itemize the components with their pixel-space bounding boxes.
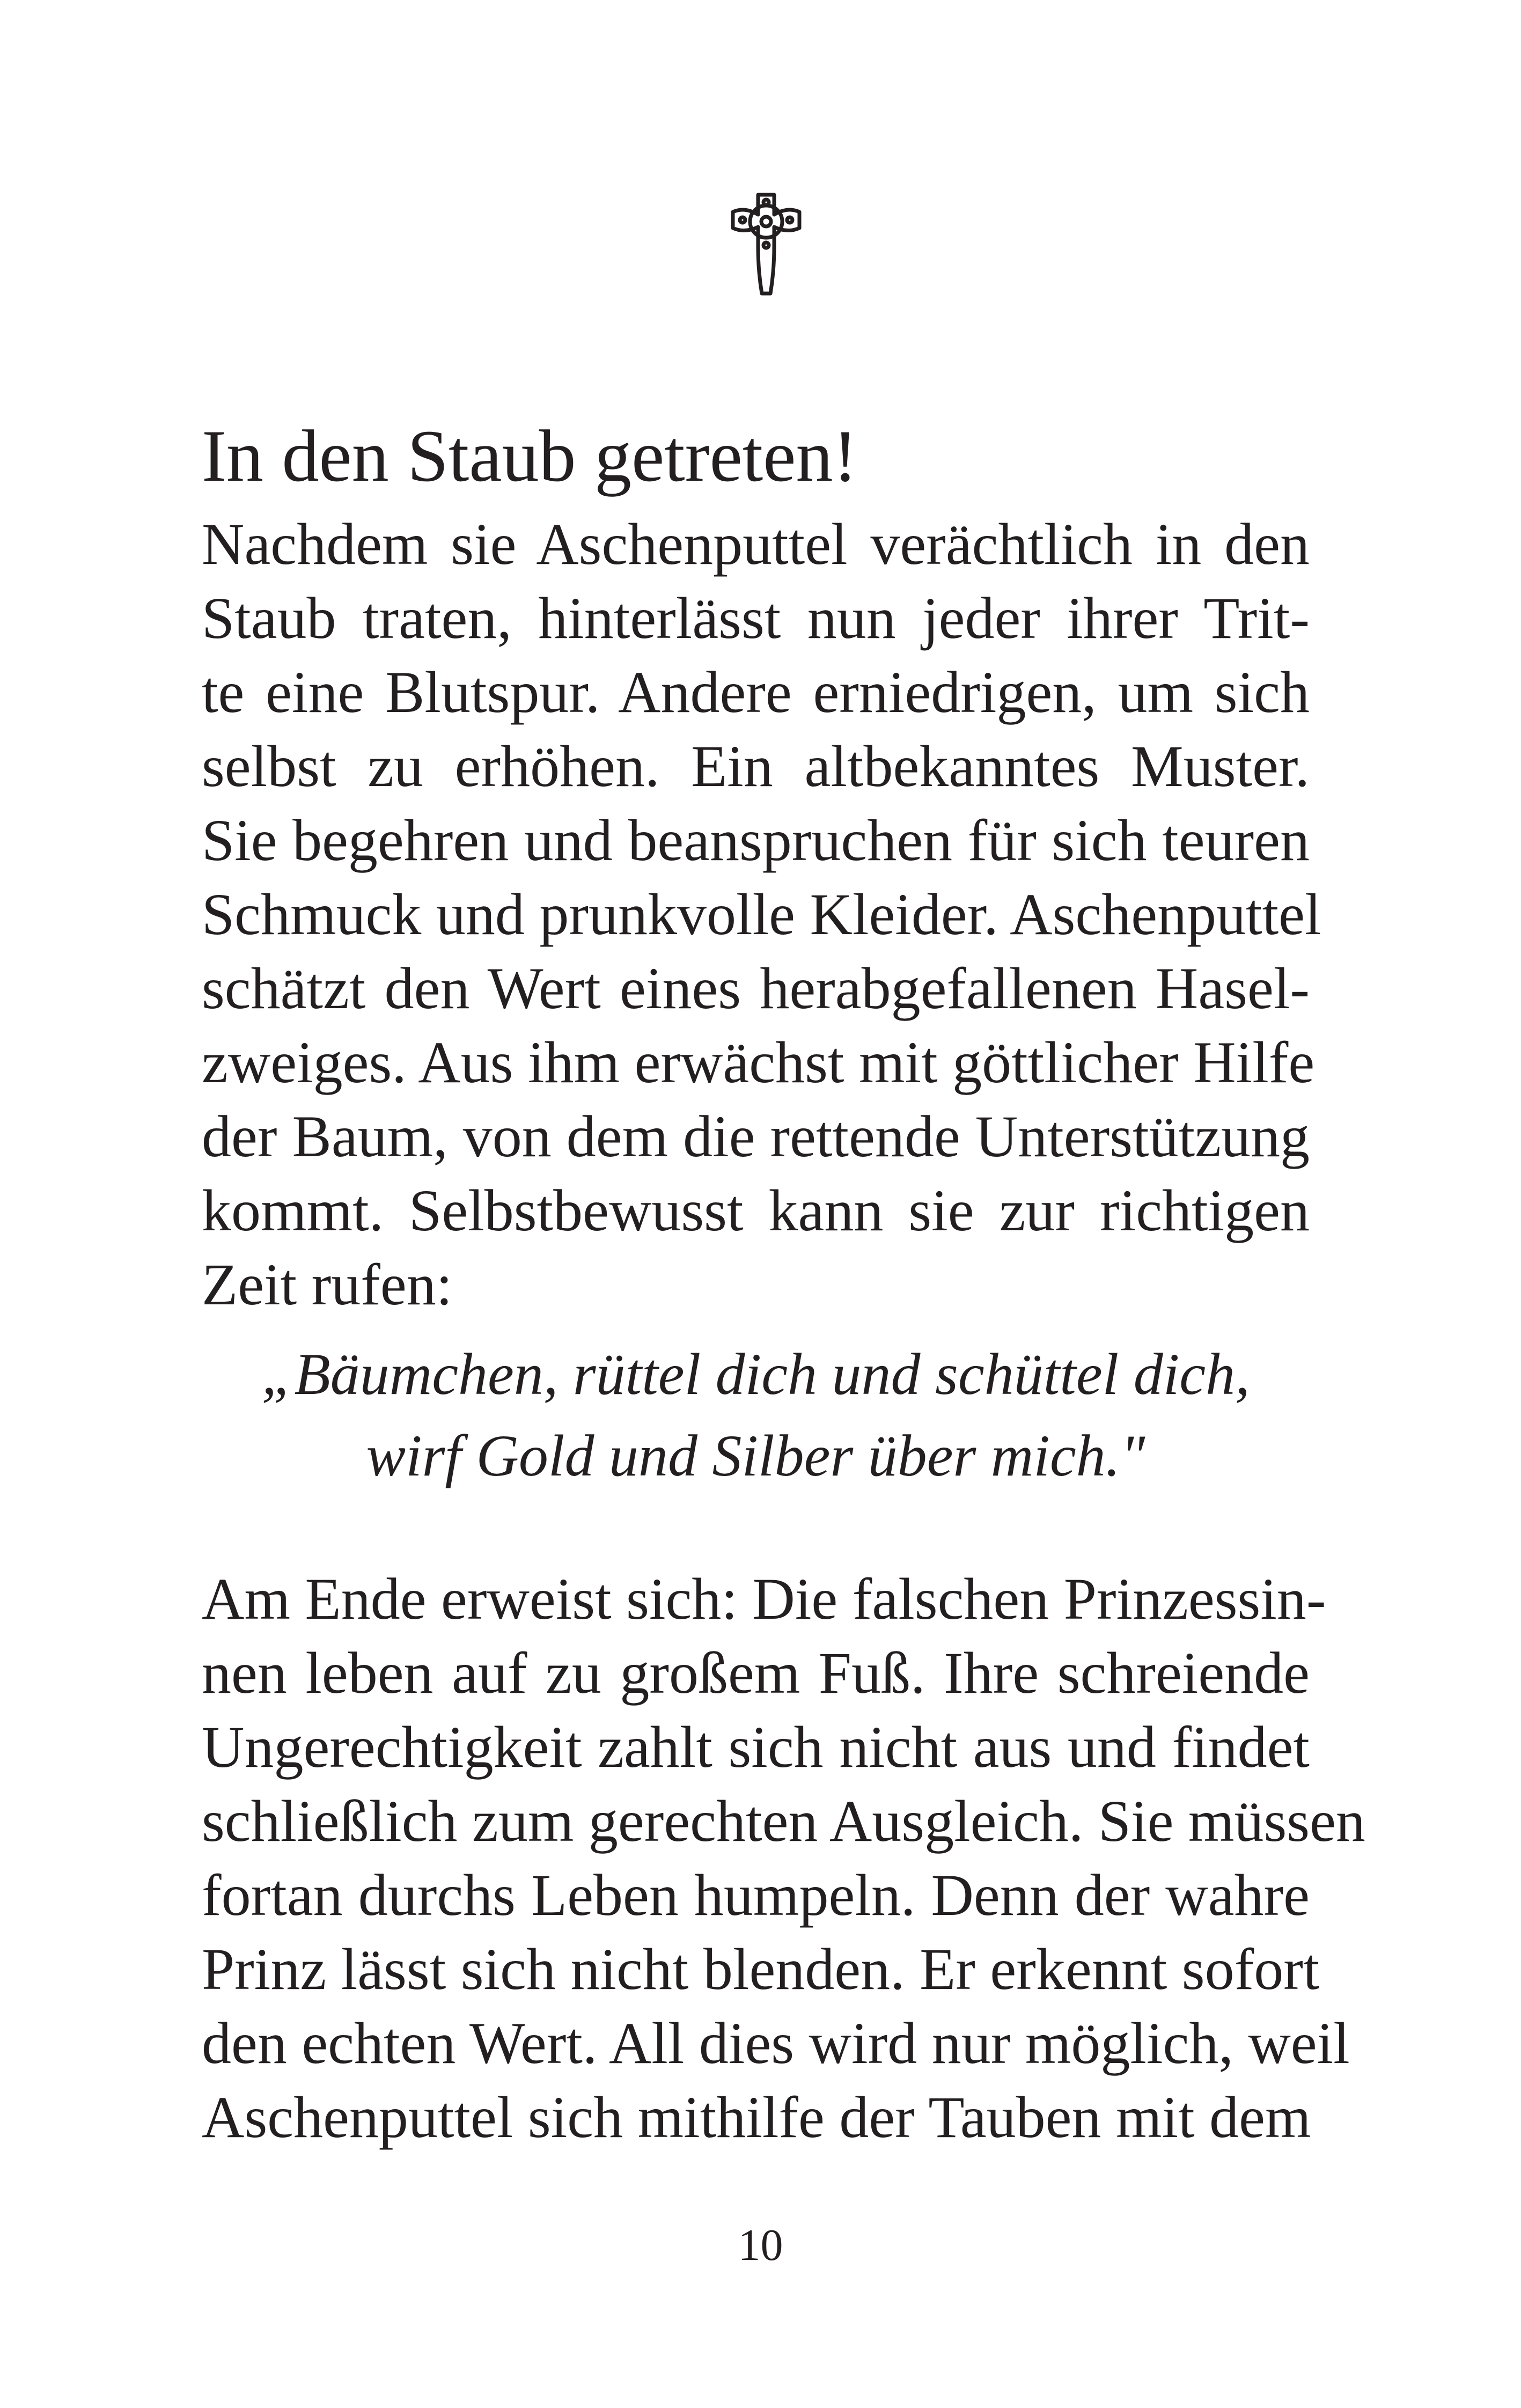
paragraph-line: kommt. Selbstbewusst kann sie zur richtigen xyxy=(202,1178,1310,1243)
paragraph-line: nen leben auf zu großem Fuß. Ihre schreiende xyxy=(202,1640,1310,1706)
paragraph-line: schätzt den Wert eines herabgefallenen Hasel- xyxy=(202,956,1310,1021)
quote-line: „Bäumchen, rüttel dich und schüttel dich, xyxy=(261,1341,1250,1407)
paragraph-line: Prinz lässt sich nicht blenden. Er erkennt sofort xyxy=(202,1936,1320,2002)
paragraph-line: Nachdem sie Aschenputtel verächtlich in den xyxy=(202,511,1310,577)
paragraph-line: te eine Blutspur. Andere erniedrigen, um sich xyxy=(202,659,1310,725)
paragraph-line: Ungerechtigkeit zahlt sich nicht aus und findet xyxy=(202,1714,1310,1780)
paragraph-line: schließlich zum gerechten Ausgleich. Sie müssen xyxy=(202,1788,1365,1854)
paragraph-line: Am Ende erweist sich: Die falschen Prinzessin- xyxy=(202,1566,1326,1632)
paragraph-line: Aschenputtel sich mithilfe der Tauben mit dem xyxy=(202,2084,1311,2150)
celtic-cross-icon xyxy=(729,190,804,298)
paragraph-1 xyxy=(202,507,1321,1322)
paragraph-2 xyxy=(202,1562,1365,2154)
paragraph-line: der Baum, von dem die rettende Unterstützung xyxy=(202,1104,1310,1169)
paragraph-line: Staub traten, hinterlässt nun jeder ihrer Trit- xyxy=(202,585,1310,651)
paragraph-line: Schmuck und prunkvolle Kleider. Aschenputtel xyxy=(202,882,1321,947)
paragraph-line: den echten Wert. All dies wird nur möglich, weil xyxy=(202,2010,1350,2076)
page-number: 10 xyxy=(738,2220,783,2270)
paragraph-line: fortan durchs Leben humpeln. Denn der wahre xyxy=(202,1862,1310,1928)
quote-line: wirf Gold und Silber über mich." xyxy=(366,1423,1145,1488)
paragraph-line: selbst zu erhöhen. Ein altbekanntes Muster. xyxy=(202,733,1310,799)
paragraph-line: Zeit rufen: xyxy=(202,1252,453,1317)
paragraph-line: zweiges. Aus ihm erwächst mit göttlicher Hilfe xyxy=(202,1030,1315,1095)
poem-quote xyxy=(202,1333,1310,1496)
paragraph-line: Sie begehren und beanspruchen für sich teuren xyxy=(202,807,1310,873)
page-title: In den Staub getreten! xyxy=(202,415,858,497)
